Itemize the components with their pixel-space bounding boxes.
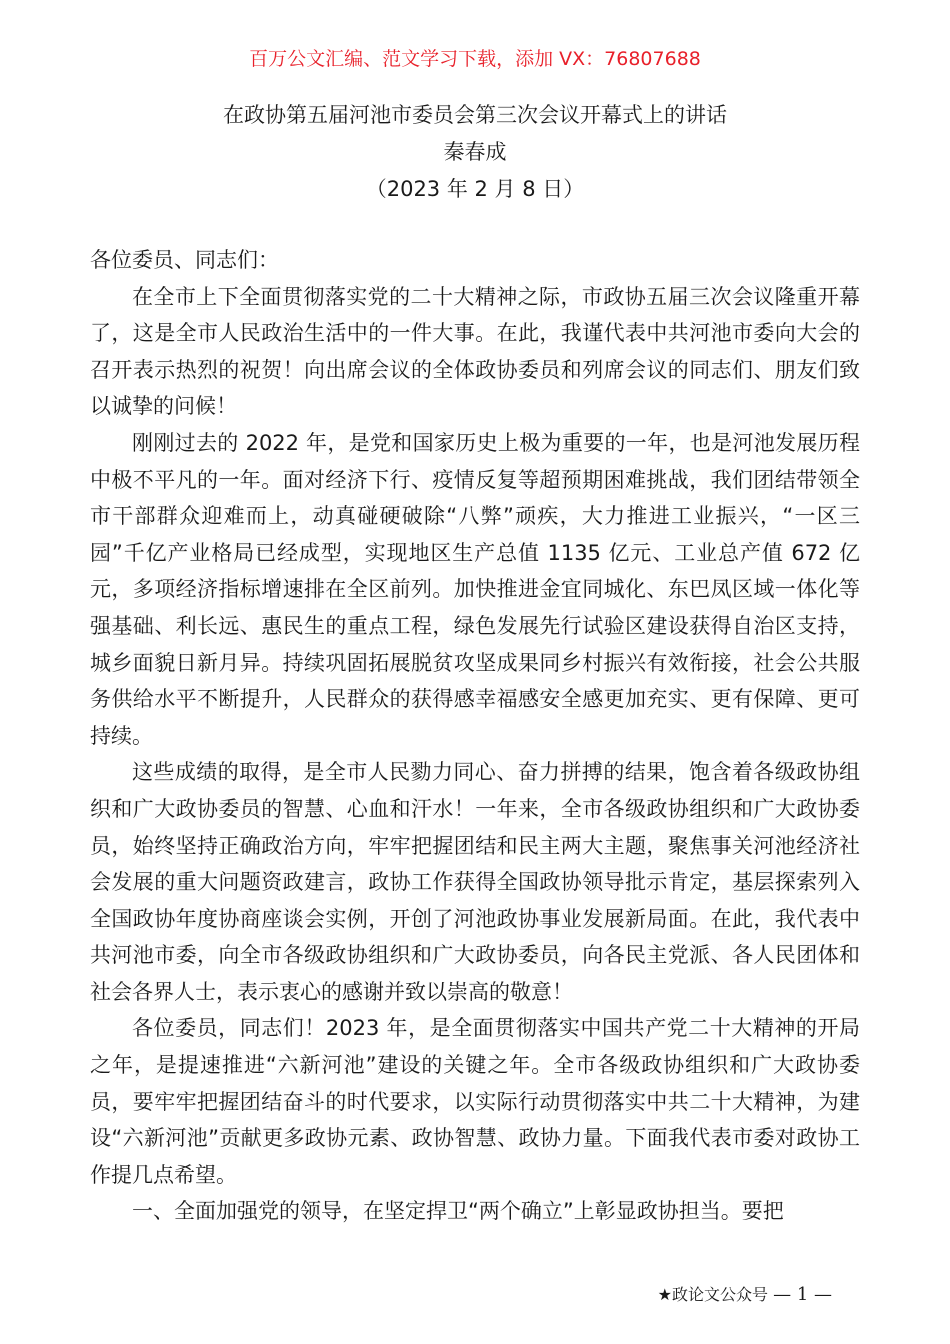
paragraph-5: 一、全面加强党的领导，在坚定捍卫“两个确立”上彰显政协担当。要把 — [132, 1199, 784, 1224]
salutation: 各位委员、同志们： — [90, 248, 279, 272]
document-title: 在政协第五届河池市委员会第三次会议开幕式上的讲话 — [223, 103, 727, 127]
footer-source: ★政论文公众号 — [657, 1285, 768, 1304]
page-number: — 1 — — [773, 1284, 832, 1305]
title-block — [0, 97, 950, 208]
paragraph-4: 各位委员，同志们！2023 年，是全面贯彻落实中国共产党二十大精神的开局之年，是提速推进“六新河池”建设的关键之年。全市各级政协组织和广大政协委员，要牢牢把握团结奋斗的时代要求，以实际行动贯彻落实中共二十大精神，为建设“六新河池”贡献更多政协元素、政协智慧、政协力量。下面我代表市委对政协工作提几点希望。 — [90, 1016, 860, 1187]
page-footer — [658, 1282, 832, 1308]
document-body — [90, 242, 860, 1230]
download-banner: 百万公文汇编、范文学习下载，添加 VX：76807688 — [249, 48, 701, 70]
document-date: （2023 年 2 月 8 日） — [365, 177, 585, 201]
paragraph-1: 在全市上下全面贯彻落实党的二十大精神之际，市政协五届三次会议隆重开幕了，这是全市人民政治生活中的一件大事。在此，我谨代表中共河池市委向大会的召开表示热烈的祝贺！向出席会议的全体政协委员和列席会议的同志们、朋友们致以诚挚的问候！ — [90, 284, 860, 419]
document-author: 秦春成 — [443, 140, 507, 164]
paragraph-3: 这些成绩的取得，是全市人民勠力同心、奋力拼搏的结果，饱含着各级政协组织和广大政协委员的智慧、心血和汗水！一年来，全市各级政协组织和广大政协委员，始终坚持正确政治方向，牢牢把握团结和民主两大主题，聚焦事关河池经济社会发展的重大问题资政建言，政协工作获得全国政协领导批示肯定，基层探索列入全国政协年度协商座谈会实例，开创了河池政协事业发展新局面。在此，我代表中共河池市委，向全市各级政协组织和广大政协委员，向各民主党派、各人民团体和社会各界人士，表示衷心的感谢并致以崇高的敬意！ — [90, 760, 860, 1004]
paragraph-2: 刚刚过去的 2022 年，是党和国家历史上极为重要的一年，也是河池发展历程中极不平凡的一年。面对经济下行、疫情反复等超预期困难挑战，我们团结带领全市干部群众迎难而上，动真碰硬破除“八弊”顽疾，大力推进工业振兴，“一区三园”千亿产业格局已经成型，实现地区生产总值 1135 亿元、工业总产值 672 亿元，多项经济指标增速排在全区前列。加快推进金宜同城化、东巴凤区域一体化等强基础、利长远、惠民生的重点工程，绿色发展先行试验区建设获得自治区支持，城乡面貌日新月异。持续巩固拓展脱贫攻坚成果同乡村振兴有效衔接，社会公共服务供给水平不断提升，人民群众的获得感幸福感安全感更加充实、更有保障、更可持续。 — [90, 430, 860, 748]
